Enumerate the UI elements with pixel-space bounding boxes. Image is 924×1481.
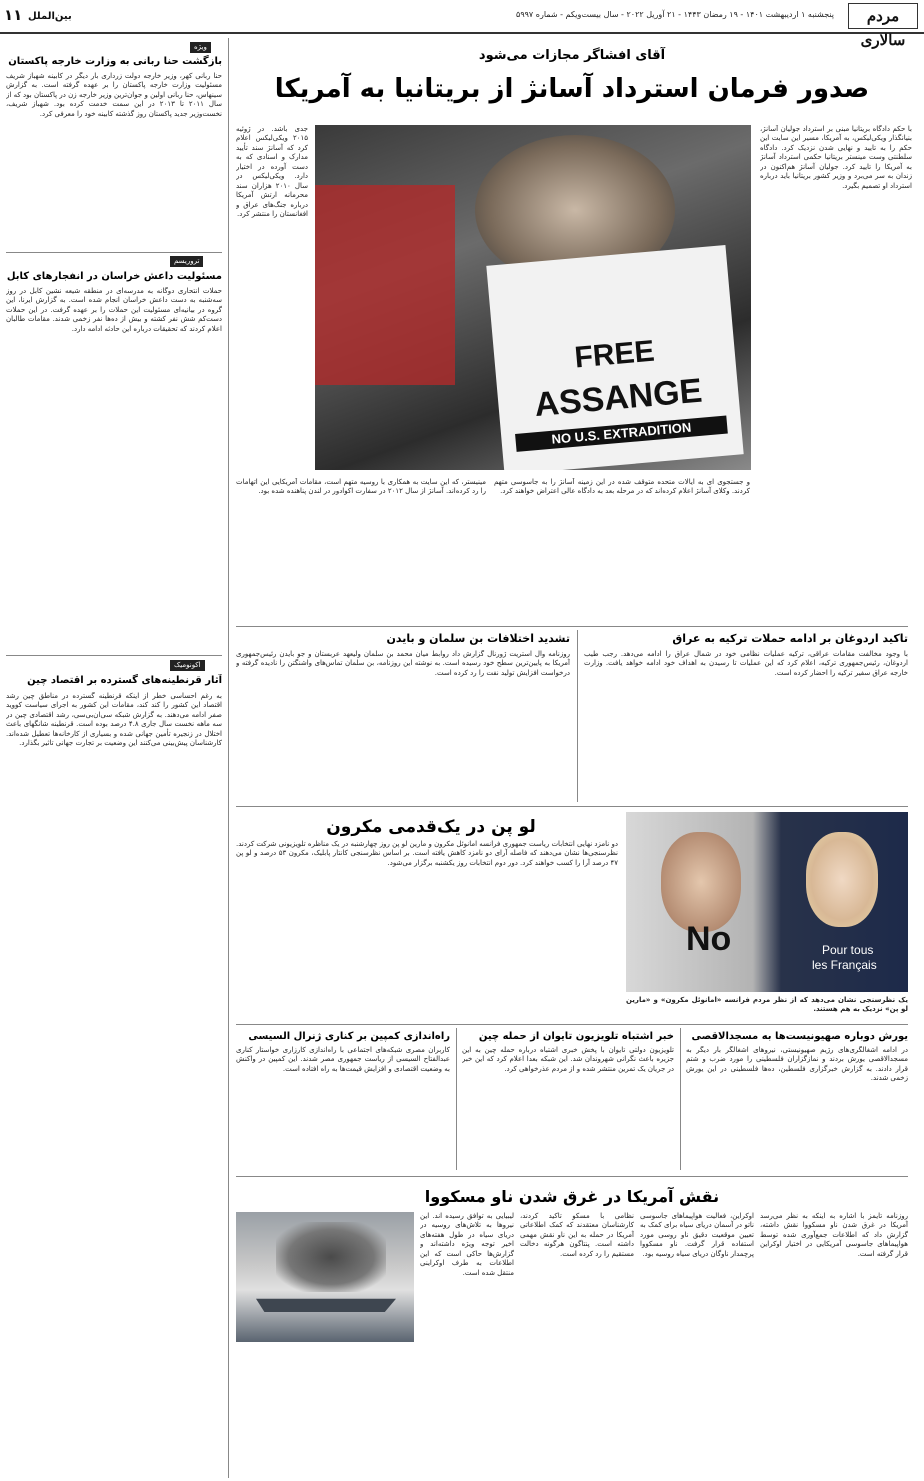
assange-photo [315,125,751,470]
dateline: پنجشنبه ۱ اردیبهشت ۱۴۰۱ - ۱۹ رمضان ۱۴۴۳ - ۲۱ آوریل ۲۰۲۲ - سال بیست‌ویکم - شماره ۵۹۹۷ [516,10,834,19]
saudi-body: روزنامه وال استریت ژورنال گزارش داد روابط میان محمد بن سلمان ولیعهد عربستان و جو بایدن رئیس‌جمهوری آمریکا به پایین‌ترین سطح خود رسیده است. به نوشته این روزنامه، بن سلمان تماس‌های واشنگتن را نادیده گرفته و درخواست افزایش تولید نفت را رد کرده است. [236,650,570,677]
lepen-face [806,832,878,927]
sidebar-story-1-headline: بازگشت حنا ربانی به وزارت خارجه پاکستان [8,56,222,67]
page-number: ۱۱ [4,6,23,24]
france-headline: لو پن در یک‌قدمی مکرون [326,817,536,837]
sign-line-2: ASSANGE [532,371,704,424]
moskva-col-d: لیبیایی به توافق رسیده اند. این نیروها به تلاش‌های روسیه در دریای سیاه در طول هفته‌های اخیر توجه ویژه داشته‌اند و گزارش‌ها حاکی است که این اطلاعات به طرف اوکراینی منتقل شده است. [420,1212,514,1277]
moskva-headline: نقش آمریکا در غرق شدن ناو مسکووا [424,1187,720,1206]
taiwan-body: تلویزیون دولتی تایوان با پخش خبری اشتباه درباره حمله چین به این جزیره باعث نگرانی شهروندان شد. این شبکه بعدا اعلام کرد که این خبر در جریان یک تمرین منتشر شده و از مردم عذرخواهی کرد. [462,1046,674,1073]
mid-rule-top [236,626,908,627]
aqsa-headline: یورش دوباره صهیونیست‌ها به مسجدالاقصی [691,1031,908,1042]
poster-tagline-2: les Français [812,958,877,972]
france-photo [626,812,908,992]
mid-divider [577,630,578,802]
moskva-col-c: نظامی با مسکو تاکید کردند، کارشناسان معتقدند که کمک اطلاعاتی آمریکا در حمله به این ناو نقش مهمی داشته است. پنتاگون هرگونه دخالت مستقیم را رد کرده است. [520,1212,634,1258]
sidebar-tag-3: اکونومیک [170,660,205,671]
sign-line-1: FREE [573,334,656,375]
moskva-rule-top [236,1176,908,1177]
sidebar-story-3-body: به رغم احساسی خطر از اینکه قرنطینه گسترده در مناطق چین رشد اقتصاد این کشور را کند کند، مقامات این کشور به اجرای سیاست کووید صفر ادامه می‌دهند. به گزارش شبکه سی‌ان‌بی‌سی، رشد اقتصادی چین در سه ماهه نخست سال جاری ۴.۸ درصد بوده است. قرنطینه شانگهای باعث اختلال در زنجیره تأمین جهانی شده و بسیاری از کارخانه‌ها تعطیل شده‌اند. کارشناسان پیش‌بینی می‌کنند این وضعیت بر تجارت جهانی تاثیر بگذارد. [6,692,222,748]
egypt-headline: راه‌اندازی کمپین بر کناری ژنرال السیسی [248,1031,450,1042]
row4-rule-top [236,1024,908,1025]
main-col-4: و جستجوی ای به ایالات متحده متوقف شده در این زمینه آسانژ را به جاسوسی متهم کردند. وکلای آسانژ اعلام کرده‌اند که در مرحله بعد به دادگاه عالی اعتراض خواهند کرد. [494,478,750,496]
left-sign [315,185,455,385]
turkey-headline: تاکید اردوغان بر ادامه حملات ترکیه به عراق [672,632,908,645]
newspaper-logo: مردم سالاری [848,3,918,29]
sidebar-divider [228,38,229,1478]
sidebar-rule-2 [6,655,222,656]
sidebar-rule-1 [6,252,222,253]
sidebar-story-2-headline: مسئولیت داعش خراسان در انفجارهای کابل [6,271,222,282]
main-col-3: مینیستر، که این سایت به همکاری با روسیه متهم است، مقامات آمریکایی این اتهامات را رد کرده‌اند. آسانژ از سال ۲۰۱۲ در سفارت اکوادور در لندن پناهنده شده بود. [236,478,486,496]
moskva-ship-photo [236,1212,414,1342]
sidebar-story-1-body: حنا ربانی کهر، وزیر خارجه دولت زرداری بار دیگر در کابینه شهباز شریف مسئولیت وزارت خارجه پاکستان را بر عهده گرفته است. به گزارش سینهاس، حنا ربانی اولین و جوان‌ترین وزیر خارجه زن در پاکستان بود که از سال ۲۰۱۱ تا ۲۰۱۳ در این سمت خدمت کرده بود. شهباز شریف، نخست‌وزیر جدید پاکستان روز گذشته کابینه خود را معرفی کرد. [6,72,222,118]
france-body: دو نامزد نهایی انتخابات ریاست جمهوری فرانسه امانوئل مکرون و مارین لو پن روز چهارشنبه در یک مناظره تلویزیونی شرکت کردند. نظرسنجی‌ها نشان می‌دهند که فاصله آرای دو نامزد کاهش یافته است. بر اساس نظرسنجی کانتار پابلیک، مکرون ۵۳ درصد و لو پن ۴۷ درصد آرا را کسب خواهند کرد. دور دوم انتخابات روز یکشنبه برگزار می‌شود. [236,840,618,867]
smoke-plume [276,1222,386,1292]
row4-divider-1 [680,1028,681,1170]
moskva-col-a: روزنامه تایمز با اشاره به اینکه به نظر می‌رسد آمریکا در غرق شدن ناو مسکووا نقش داشته، گزارش داد که اطلاعات جمع‌آوری شده توسط هواپیماهای جاسوسی آمریکایی در اختیار اوکراین قرار گرفته است. [760,1212,908,1258]
turkey-body: با وجود مخالفت مقامات عراقی، ترکیه عملیات نظامی خود در شمال عراق را ادامه می‌دهد. رجب طیب اردوغان، رئیس‌جمهوری ترکیه، اعلام کرد که این عملیات تا رسیدن به اهداف خود ادامه خواهد یافت. وزارت خارجه عراق سفیر ترکیه را احضار کرده است. [584,650,908,677]
sidebar-tag-2: تروریسم [170,256,203,267]
poster-tagline-1: Pour tous [822,943,874,957]
aqsa-body: در ادامه اشغالگری‌های رژیم صهیونیستی، نیروهای اشغالگر بار دیگر به مسجدالاقصی یورش بردند و نمازگزاران فلسطینی را مورد ضرب و شتم قرار دادند. به گزارش خبرگزاری فلسطین، ده‌ها فلسطینی در این یورش زخمی شدند. [686,1046,908,1083]
sidebar-story-3-headline: آثار قرنطینه‌های گسترده بر اقتصاد چین [27,675,222,686]
egypt-body: کاربران مصری شبکه‌های اجتماعی با راه‌اندازی کارزاری خواستار کناری عبدالفتاح السیسی از ریاست جمهوری مصر شدند. این کمپین در واکنش به وضعیت اقتصادی و افزایش قیمت‌ها به راه افتاده است. [236,1046,450,1073]
moskva-col-b: اوکراین، فعالیت هواپیماهای جاسوسی ناتو در آسمان دریای سیاه برای کمک به تعیین موقعیت دقیق ناو روسی مورد استفاده قرار گرفت. ناو مسکووا پرچمدار ناوگان دریای سیاه روسیه بود. [640,1212,754,1258]
saudi-headline: تشدید اختلافات بن سلمان و بایدن [386,632,570,645]
row4-divider-2 [456,1028,457,1170]
main-headline: صدور فرمان استرداد آسانژ از بریتانیا به آمریکا [274,74,870,104]
sidebar-story-2-body: حملات انتحاری دوگانه به مدرسه‌ای در منطقه شیعه نشین کابل در روز سه‌شنبه به دست داعش خراسان انجام شده است. به گزارش ایرنا، این گروه در بیانیه‌ای مسئولیت این حملات را بر عهده گرفت. در این حملات دست‌کم شش نفر کشته و بیش از ده‌ها نفر زخمی شدند. مقامات طالبان اعلام کردند که تحقیقات درباره این حادثه ادامه دارد. [6,287,222,333]
france-rule-top [236,806,908,807]
section-name: بین‌الملل [28,11,72,22]
france-caption: یک نظرسنجی نشان می‌دهد که از نظر مردم فرانسه «امانوئل مکرون» و «مارین لو پن» نزدیک به هم هستند. [626,996,908,1014]
sidebar-tag-1: ویژه [190,42,211,53]
protest-sign [486,245,743,470]
poster-no: No [686,920,732,958]
main-col-1: با حکم دادگاه بریتانیا مبنی بر استرداد جولیان آسانژ، بنیانگذار ویکی‌لیکس، به آمریکا، مسیر این سایت این حکم را به تایید و نهایی شدن نزدیک کرد. دادگاه سلطنتی وست مینستر بریتانیا حکمی استرداد آسانژ به آمریکا را تایید کرد. جولیان آسانژ هم‌اکنون در زندان به سر می‌برد و وزیر کشور بریتانیا باید درباره استرداد او تصمیم بگیرد. [760,125,912,190]
main-kicker: آقای افشاگر مجازات می‌شود [478,48,666,63]
main-col-2: جدی باشد. در ژوئیه ۲۰۱۵ ویکی‌لیکس اعلام کرد که آسانژ سند تأیید مدارک و اسنادی که به دست آورده در اختیار دارد. ویکی‌لیکس در سال ۲۰۱۰ هزاران سند محرمانه ارتش آمریکا درباره جنگ‌های عراق و افغانستان را منتشر کرد. [236,125,308,218]
taiwan-headline: خبر اشتباه تلویزیون تایوان از حمله چین [478,1031,674,1042]
ship-hull [256,1290,396,1312]
sign-line-3: NO U.S. EXTRADITION [515,416,728,452]
